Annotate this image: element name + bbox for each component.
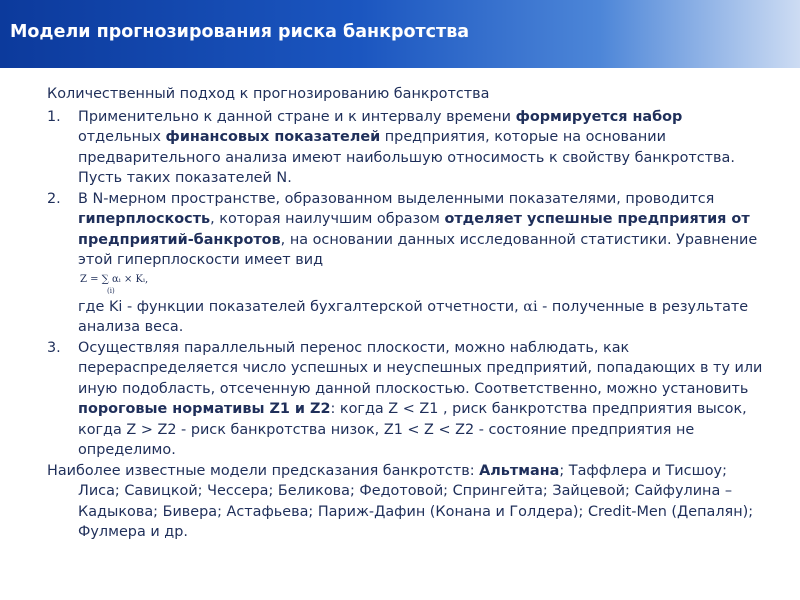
list-number: 2.: [47, 190, 61, 207]
slide-title: Модели прогнозирования риска банкротства: [10, 22, 470, 42]
list-number: 1.: [47, 108, 61, 125]
item-text: предприятия, которые на основании предварительного анализа имеют наибольшую относимость к свойству банкротства. Пусть таких показателей N.: [78, 129, 735, 186]
item-text: где Ki - функции показателей бухгалтерской отчетности,: [78, 298, 524, 315]
list-number: 3.: [47, 339, 61, 356]
item-text: , на основании данных исследованной статистики. Уравнение этой гиперплоскости имеет вид: [78, 231, 758, 268]
item-text: Применительно к данной стране и к интервалу времени: [78, 108, 516, 125]
formula-subscript: (i): [107, 286, 115, 295]
slide-body: [47, 84, 763, 543]
item-text: Осуществляя параллельный перенос плоскости, можно наблюдать, как перераспределяется число успешных и неуспешных предприятий, попадающих в ту или иную подобласть, отсеченную данной плоскостью. Соответственно, можно установить: [78, 339, 763, 397]
list-item-2: [47, 189, 763, 338]
alpha-symbol: αi: [523, 298, 538, 315]
outro-bold: Альтмана: [479, 462, 560, 479]
slide-header: [0, 0, 800, 68]
intro-text: Количественный подход к прогнозированию банкротства: [47, 86, 490, 102]
item-bold: гиперплоскость: [78, 211, 211, 227]
item-bold: формируется набор: [515, 108, 683, 125]
list-item-3: [47, 338, 763, 461]
outro-part: Наиболее известные модели предсказания банкротств:: [47, 462, 480, 479]
outro-text: [47, 461, 763, 543]
formula: [80, 273, 763, 295]
list-item-1: [47, 107, 763, 189]
item-text: , которая наилучшим образом: [210, 211, 445, 227]
outro-part: ; Таффлера и Тисшоу; Лиса; Савицкой; Чессера; Беликова; Федотовой; Спрингейта; Зайцевой; Сайфулина – Кадыкова; Бивера; Астафьева; Париж-Дафин (Конана и Голдера); Credit-Men (Депалян); Фулмера и др.: [78, 462, 754, 540]
formula-explanation: [78, 297, 763, 338]
item-text: : когда Z < Z1 , риск банкротства предприятия высок, когда Z > Z2 - риск банкротства низок, Z1 < Z < Z2 - состояние предприятия не определимо.: [78, 401, 747, 458]
formula-text: Z = ∑ αᵢ × Kᵢ,: [80, 273, 149, 285]
item-bold: финансовых показателей: [165, 129, 381, 145]
item-text: - полученные в результате анализа веса.: [78, 298, 749, 335]
item-bold: отделяет успешные предприятия от предприятий-банкротов: [78, 211, 750, 248]
item-text: отдельных: [78, 129, 166, 145]
item-bold: пороговые нормативы Z1 и Z2: [78, 401, 331, 417]
item-text: В N-мерном пространстве, образованном выделенными показателями, проводится: [78, 190, 715, 207]
